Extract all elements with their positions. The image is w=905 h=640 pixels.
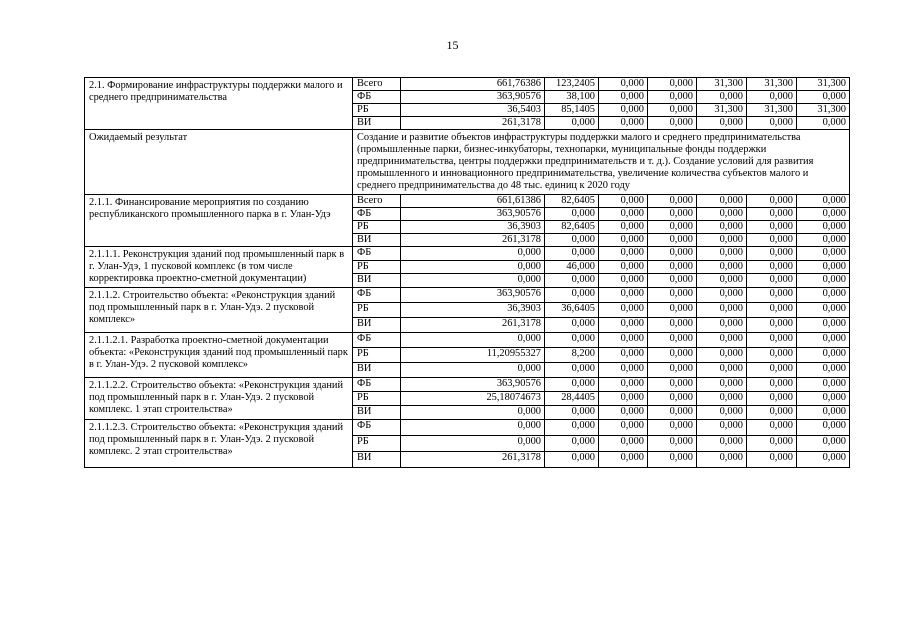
amount-cell: 0,000 [797, 195, 850, 208]
amount-cell: 0,000 [401, 363, 545, 378]
amount-cell: 0,000 [545, 208, 599, 221]
amount-cell: 0,000 [697, 452, 747, 468]
table-row [85, 333, 850, 348]
amount-cell: 0,000 [797, 436, 850, 452]
funding-source: Всего [353, 195, 401, 208]
measure-name: 2.1.1.2.2. Строительство объекта: «Реконструкция зданий под промышленный парк в г. Улан-Удэ. 2 пусковой комплекс. 1 этап строительства» [85, 378, 353, 420]
amount-cell: 363,90576 [401, 288, 545, 303]
table-row [85, 288, 850, 303]
amount-cell: 0,000 [599, 392, 648, 406]
amount-cell: 0,000 [797, 234, 850, 247]
amount-cell: 0,000 [797, 91, 850, 104]
amount-cell: 363,90576 [401, 378, 545, 392]
amount-cell: 0,000 [697, 288, 747, 303]
amount-cell: 0,000 [401, 274, 545, 288]
amount-cell: 0,000 [697, 195, 747, 208]
funding-source: ВИ [353, 406, 401, 420]
amount-cell: 31,300 [747, 78, 797, 91]
amount-cell: 82,6405 [545, 195, 599, 208]
amount-cell: 0,000 [697, 420, 747, 436]
amount-cell: 261,3178 [401, 117, 545, 130]
measure-name: 2.1. Формирование инфраструктуры поддержки малого и среднего предпринимательства [85, 78, 353, 130]
amount-cell: 0,000 [797, 274, 850, 288]
amount-cell: 0,000 [648, 333, 697, 348]
amount-cell: 31,300 [797, 78, 850, 91]
amount-cell: 0,000 [648, 195, 697, 208]
amount-cell: 0,000 [697, 406, 747, 420]
amount-cell: 0,000 [697, 221, 747, 234]
amount-cell: 0,000 [401, 436, 545, 452]
amount-cell: 0,000 [599, 436, 648, 452]
amount-cell: 0,000 [648, 274, 697, 288]
amount-cell: 261,3178 [401, 234, 545, 247]
table-body [85, 78, 850, 468]
amount-cell: 0,000 [747, 378, 797, 392]
amount-cell: 0,000 [797, 406, 850, 420]
amount-cell: 0,000 [599, 303, 648, 318]
amount-cell: 0,000 [599, 274, 648, 288]
funding-source: ВИ [353, 117, 401, 130]
amount-cell: 0,000 [545, 363, 599, 378]
amount-cell: 0,000 [697, 363, 747, 378]
financing-table [84, 77, 850, 468]
amount-cell: 0,000 [599, 333, 648, 348]
amount-cell: 0,000 [599, 363, 648, 378]
amount-cell: 11,20955327 [401, 348, 545, 363]
amount-cell: 0,000 [797, 420, 850, 436]
amount-cell: 0,000 [747, 260, 797, 274]
amount-cell: 0,000 [697, 348, 747, 363]
amount-cell: 36,5403 [401, 104, 545, 117]
amount-cell: 0,000 [797, 208, 850, 221]
amount-cell: 0,000 [697, 333, 747, 348]
amount-cell: 0,000 [797, 221, 850, 234]
amount-cell: 661,76386 [401, 78, 545, 91]
funding-source: ФБ [353, 288, 401, 303]
amount-cell: 0,000 [797, 333, 850, 348]
amount-cell: 0,000 [747, 406, 797, 420]
table-row [85, 420, 850, 436]
amount-cell: 0,000 [747, 392, 797, 406]
amount-cell: 0,000 [599, 91, 648, 104]
amount-cell: 0,000 [797, 117, 850, 130]
amount-cell: 0,000 [599, 378, 648, 392]
amount-cell: 31,300 [697, 78, 747, 91]
amount-cell: 0,000 [648, 318, 697, 333]
amount-cell: 0,000 [401, 247, 545, 261]
amount-cell: 0,000 [697, 208, 747, 221]
amount-cell: 0,000 [545, 378, 599, 392]
amount-cell: 0,000 [545, 288, 599, 303]
amount-cell: 0,000 [545, 452, 599, 468]
amount-cell: 0,000 [648, 288, 697, 303]
amount-cell: 0,000 [648, 363, 697, 378]
amount-cell: 0,000 [747, 195, 797, 208]
amount-cell: 0,000 [648, 452, 697, 468]
amount-cell: 31,300 [797, 104, 850, 117]
amount-cell: 0,000 [797, 318, 850, 333]
amount-cell: 0,000 [697, 378, 747, 392]
amount-cell: 0,000 [648, 406, 697, 420]
amount-cell: 0,000 [797, 378, 850, 392]
funding-source: РБ [353, 303, 401, 318]
amount-cell: 25,18074673 [401, 392, 545, 406]
expected-result-row [85, 130, 850, 195]
amount-cell: 0,000 [797, 392, 850, 406]
amount-cell: 0,000 [697, 234, 747, 247]
amount-cell: 0,000 [747, 274, 797, 288]
funding-source: РБ [353, 348, 401, 363]
table-row [85, 247, 850, 261]
table-row [85, 378, 850, 392]
amount-cell: 0,000 [797, 303, 850, 318]
expected-result-text: Создание и развитие объектов инфраструктуры поддержки малого и среднего предпринимательства (промышленные парки, бизнес-инкубаторы, технопарки, муниципальные фонды поддержки предпринимательства, центры поддержки предпринимательств и т. д.). Создание условий для развития промышленного и инновационного предпринимательства, увеличение количества субъектов малого и среднего предпринимательства до 48 тыс. единиц к 2020 году [353, 130, 850, 195]
amount-cell: 0,000 [545, 420, 599, 436]
amount-cell: 0,000 [648, 260, 697, 274]
funding-source: Всего [353, 78, 401, 91]
amount-cell: 0,000 [747, 117, 797, 130]
amount-cell: 0,000 [648, 208, 697, 221]
amount-cell: 0,000 [599, 406, 648, 420]
measure-name: 2.1.1.2.3. Строительство объекта: «Реконструкция зданий под промышленный парк в г. Улан-Удэ. 2 пусковой комплекс. 2 этап строительства» [85, 420, 353, 468]
amount-cell: 0,000 [747, 436, 797, 452]
amount-cell: 0,000 [747, 247, 797, 261]
amount-cell: 0,000 [797, 348, 850, 363]
amount-cell: 0,000 [599, 260, 648, 274]
amount-cell: 31,300 [697, 104, 747, 117]
amount-cell: 0,000 [599, 208, 648, 221]
amount-cell: 0,000 [648, 303, 697, 318]
funding-source: РБ [353, 104, 401, 117]
funding-source: ФБ [353, 378, 401, 392]
amount-cell: 0,000 [599, 78, 648, 91]
amount-cell: 0,000 [545, 318, 599, 333]
amount-cell: 31,300 [747, 104, 797, 117]
amount-cell: 0,000 [648, 91, 697, 104]
amount-cell: 36,6405 [545, 303, 599, 318]
funding-source: ФБ [353, 420, 401, 436]
amount-cell: 0,000 [697, 436, 747, 452]
funding-source: ФБ [353, 247, 401, 261]
amount-cell: 0,000 [599, 117, 648, 130]
amount-cell: 0,000 [797, 363, 850, 378]
amount-cell: 261,3178 [401, 318, 545, 333]
amount-cell: 0,000 [747, 91, 797, 104]
amount-cell: 363,90576 [401, 208, 545, 221]
amount-cell: 0,000 [747, 288, 797, 303]
amount-cell: 0,000 [545, 234, 599, 247]
amount-cell: 0,000 [599, 247, 648, 261]
amount-cell: 0,000 [599, 318, 648, 333]
funding-source: ВИ [353, 274, 401, 288]
amount-cell: 0,000 [648, 234, 697, 247]
amount-cell: 85,1405 [545, 104, 599, 117]
amount-cell: 0,000 [697, 303, 747, 318]
amount-cell: 0,000 [797, 288, 850, 303]
funding-source: ФБ [353, 91, 401, 104]
amount-cell: 0,000 [599, 221, 648, 234]
measure-name: 2.1.1. Финансирование мероприятия по созданию республиканского промышленного парка в г. Улан-Удэ [85, 195, 353, 247]
amount-cell: 82,6405 [545, 221, 599, 234]
funding-source: РБ [353, 260, 401, 274]
amount-cell: 363,90576 [401, 91, 545, 104]
amount-cell: 0,000 [648, 378, 697, 392]
amount-cell: 0,000 [697, 247, 747, 261]
amount-cell: 0,000 [797, 260, 850, 274]
amount-cell: 123,2405 [545, 78, 599, 91]
amount-cell: 0,000 [648, 117, 697, 130]
amount-cell: 0,000 [797, 247, 850, 261]
funding-source: РБ [353, 221, 401, 234]
measure-name: 2.1.1.2.1. Разработка проектно-сметной документации объекта: «Реконструкция зданий под промышленный парк в г. Улан-Удэ. 2 пусковой комплекс» [85, 333, 353, 378]
amount-cell: 0,000 [648, 247, 697, 261]
amount-cell: 0,000 [401, 333, 545, 348]
amount-cell: 0,000 [545, 406, 599, 420]
table-row [85, 195, 850, 208]
amount-cell: 0,000 [747, 318, 797, 333]
amount-cell: 0,000 [648, 221, 697, 234]
amount-cell: 0,000 [401, 420, 545, 436]
amount-cell: 28,4405 [545, 392, 599, 406]
amount-cell: 0,000 [648, 78, 697, 91]
amount-cell: 0,000 [747, 234, 797, 247]
amount-cell: 0,000 [697, 392, 747, 406]
amount-cell: 0,000 [648, 348, 697, 363]
amount-cell: 0,000 [697, 91, 747, 104]
funding-source: ВИ [353, 234, 401, 247]
amount-cell: 0,000 [599, 420, 648, 436]
amount-cell: 0,000 [599, 234, 648, 247]
amount-cell: 0,000 [747, 221, 797, 234]
funding-source: РБ [353, 392, 401, 406]
amount-cell: 0,000 [648, 104, 697, 117]
amount-cell: 0,000 [401, 260, 545, 274]
amount-cell: 0,000 [648, 436, 697, 452]
amount-cell: 0,000 [747, 333, 797, 348]
amount-cell: 38,100 [545, 91, 599, 104]
amount-cell: 0,000 [599, 452, 648, 468]
amount-cell: 0,000 [747, 303, 797, 318]
page-number: 15 [446, 38, 459, 52]
amount-cell: 0,000 [545, 333, 599, 348]
amount-cell: 0,000 [599, 195, 648, 208]
measure-name: 2.1.1.2. Строительство объекта: «Реконструкция зданий под промышленный парк в г. Улан-Удэ. 2 пусковой комплекс» [85, 288, 353, 333]
amount-cell: 0,000 [747, 348, 797, 363]
funding-source: ВИ [353, 318, 401, 333]
amount-cell: 46,000 [545, 260, 599, 274]
amount-cell: 0,000 [747, 452, 797, 468]
amount-cell: 0,000 [599, 104, 648, 117]
amount-cell: 0,000 [545, 117, 599, 130]
amount-cell: 0,000 [599, 348, 648, 363]
amount-cell: 0,000 [697, 260, 747, 274]
expected-result-label: Ожидаемый результат [85, 130, 353, 195]
amount-cell: 0,000 [545, 274, 599, 288]
amount-cell: 661,61386 [401, 195, 545, 208]
amount-cell: 36,3903 [401, 221, 545, 234]
amount-cell: 0,000 [648, 420, 697, 436]
funding-source: ФБ [353, 333, 401, 348]
amount-cell: 8,200 [545, 348, 599, 363]
amount-cell: 0,000 [599, 288, 648, 303]
amount-cell: 0,000 [545, 436, 599, 452]
amount-cell: 0,000 [545, 247, 599, 261]
amount-cell: 36,3903 [401, 303, 545, 318]
funding-source: ВИ [353, 363, 401, 378]
table-row [85, 78, 850, 91]
amount-cell: 0,000 [747, 420, 797, 436]
amount-cell: 0,000 [697, 117, 747, 130]
amount-cell: 0,000 [747, 363, 797, 378]
funding-source: ВИ [353, 452, 401, 468]
funding-source: РБ [353, 436, 401, 452]
amount-cell: 0,000 [797, 452, 850, 468]
amount-cell: 0,000 [697, 318, 747, 333]
amount-cell: 261,3178 [401, 452, 545, 468]
amount-cell: 0,000 [697, 274, 747, 288]
amount-cell: 0,000 [648, 392, 697, 406]
measure-name: 2.1.1.1. Реконструкция зданий под промышленный парк в г. Улан-Удэ, 1 пусковой комплекс (в том числе корректировка проектно-сметной документации) [85, 247, 353, 288]
funding-source: ФБ [353, 208, 401, 221]
amount-cell: 0,000 [747, 208, 797, 221]
amount-cell: 0,000 [401, 406, 545, 420]
